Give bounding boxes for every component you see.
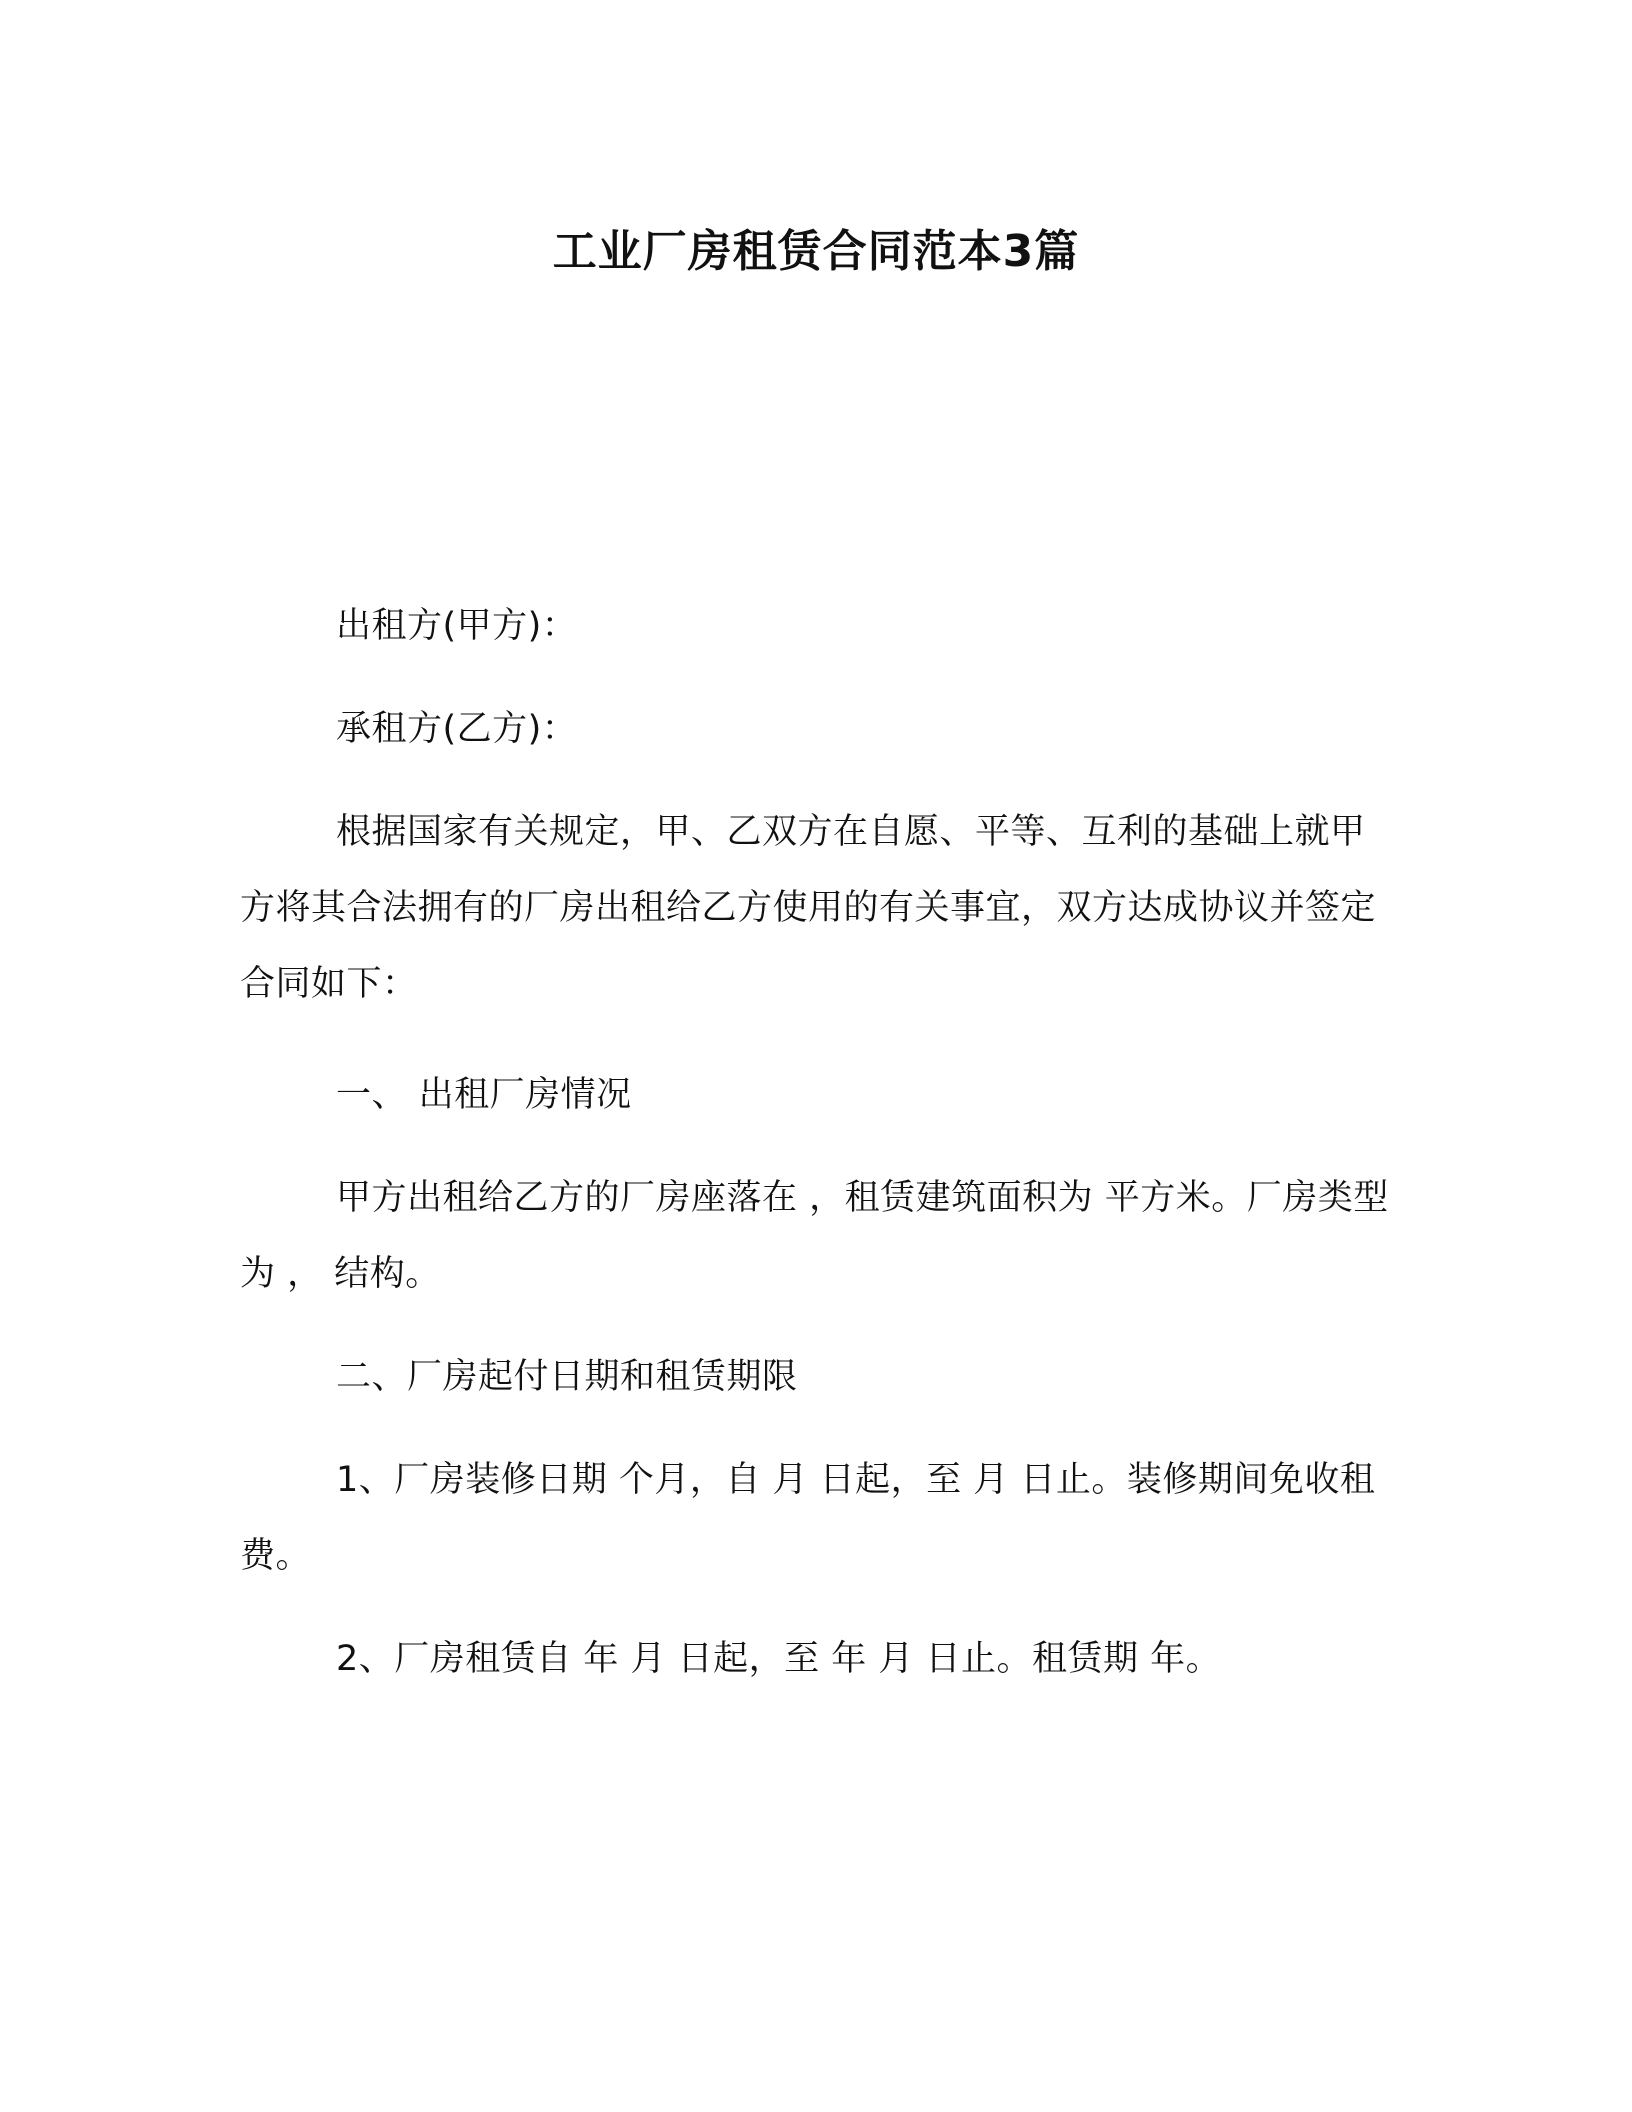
section-heading-1: 一、 出租厂房情况 — [336, 1075, 632, 1115]
lessee-line: 承租方(乙方)： — [336, 709, 578, 749]
clause-2-paragraph: 2、厂房租赁自 年 月 日起，至 年 月 日止。租赁期 年。 — [336, 1639, 1222, 1679]
clause-1-paragraph: 1、厂房装修日期 个月，自 月 日起，至 月 日止。装修期间免收租费。 — [240, 1460, 1376, 1576]
factory-description-paragraph: 甲方出租给乙方的厂房座落在 ，租赁建筑面积为 平方米。厂房类型为 ， 结构。 — [240, 1178, 1389, 1294]
document-title: 工业厂房租赁合同范本3篇 — [552, 226, 1080, 277]
preamble-paragraph: 根据国家有关规定，甲、乙双方在自愿、平等、互利的基础上就甲方将其合法拥有的厂房出租给乙方使用的有关事宜，双方达成协议并签定合同如下： — [240, 812, 1377, 1004]
lessor-line: 出租方(甲方)： — [336, 606, 578, 646]
section-heading-2: 二、厂房起付日期和租赁期限 — [336, 1357, 798, 1397]
document-body — [240, 588, 1400, 1697]
